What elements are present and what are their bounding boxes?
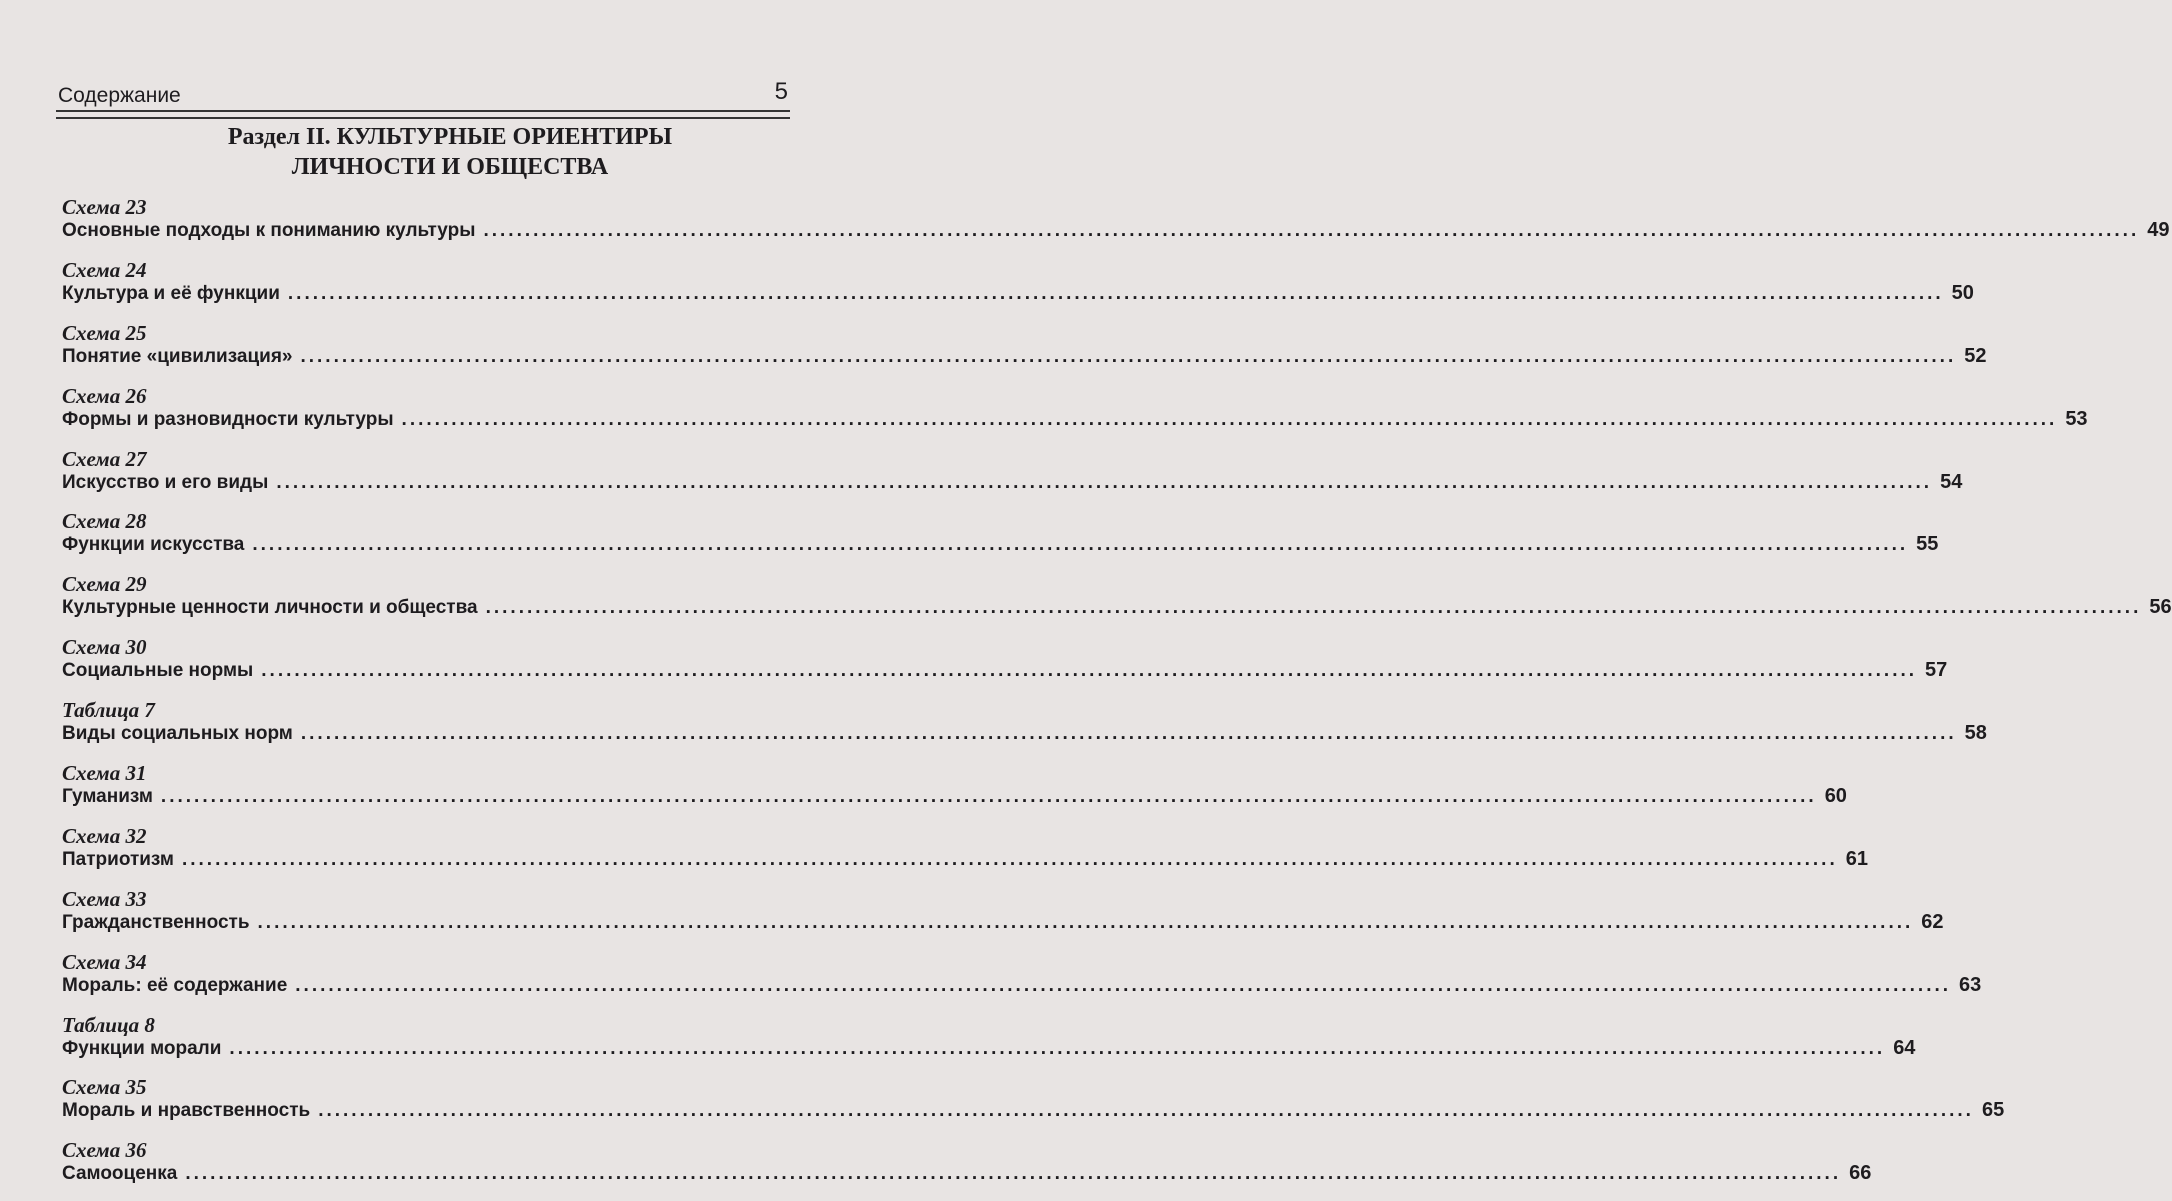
entry-label: Таблица 7 [62, 698, 155, 723]
entry-label: Схема 31 [62, 761, 147, 786]
entry-label: Схема 35 [62, 1075, 147, 1100]
header-title: Содержание [58, 84, 181, 107]
entry-page: 53 [2065, 407, 2088, 430]
toc-entry [62, 823, 1868, 887]
header-rule [56, 110, 790, 119]
entry-title: Патриотизм [62, 848, 174, 870]
entry-page: 64 [1893, 1036, 1916, 1059]
leader-dots: ........................................................................................................................................................................................................ [160, 786, 1817, 808]
entry-title: Функции искусства [62, 534, 245, 556]
toc-entry [62, 195, 2170, 258]
entry-label: Схема 32 [62, 823, 147, 848]
entry-title: Основные подходы к пониманию культуры [62, 220, 476, 241]
entry-title: Функции морали [62, 1037, 222, 1059]
entry-row [62, 344, 1987, 368]
entry-title: Формы и разновидности культуры [62, 408, 394, 430]
toc-entry [62, 698, 1987, 761]
entry-label: Схема 25 [62, 320, 147, 345]
entry-row [62, 659, 1948, 682]
entry-page: 66 [1849, 1162, 1872, 1185]
entry-page: 54 [1940, 470, 1963, 493]
leader-dots: ........................................................................................................................................................................................................ [257, 911, 1914, 933]
toc-entry [62, 572, 2172, 635]
entry-page: 61 [1845, 847, 1868, 870]
entry-row [62, 533, 1939, 556]
running-header [58, 78, 788, 108]
entry-title: Культура и её функции [62, 282, 280, 304]
entry-page: 65 [1981, 1099, 2005, 1122]
toc-entry [62, 257, 1974, 321]
toc-list [62, 195, 2172, 1201]
leader-dots: ........................................................................................................................................................................................................ [300, 345, 1957, 367]
entry-page: 55 [1916, 533, 1939, 556]
entry-row [62, 910, 1944, 934]
leader-dots: ........................................................................................................................................................................................................ [229, 1037, 1886, 1059]
toc-entry [62, 635, 1948, 698]
leader-dots: ........................................................................................................................................................................................................ [181, 848, 1838, 870]
entry-label: Таблица 8 [62, 1012, 155, 1037]
leader-dots: ........................................................................................................................................................................................................ [185, 1163, 1842, 1185]
entry-title: Гуманизм [62, 786, 153, 808]
entry-label: Схема 26 [62, 383, 147, 408]
entry-row [62, 219, 2170, 242]
toc-entry [62, 886, 1944, 950]
entry-page: 49 [2147, 219, 2170, 241]
leader-dots: ........................................................................................................................................................................................................ [485, 597, 2142, 619]
entry-title: Виды социальных норм [62, 723, 293, 745]
entry-row [62, 722, 1987, 745]
entry-label: Схема 36 [62, 1138, 147, 1163]
entry-row [62, 1036, 1916, 1060]
leader-dots: ........................................................................................................................................................................................................ [483, 220, 2140, 241]
leader-dots: ........................................................................................................................................................................................................ [261, 660, 1918, 682]
entry-row [62, 847, 1868, 871]
entry-label: Схема 29 [62, 572, 147, 597]
entry-title: Искусство и его виды [62, 471, 269, 493]
entry-row [62, 407, 2088, 431]
entry-label: Схема 33 [62, 886, 147, 911]
toc-entry [62, 383, 2088, 447]
entry-row [62, 785, 1847, 808]
toc-entry [62, 1138, 1872, 1201]
entry-page: 58 [1964, 722, 1987, 745]
entry-title: Мораль: её содержание [62, 974, 288, 996]
section-heading [0, 122, 900, 182]
entry-page: 52 [1964, 344, 1987, 367]
section-heading-line1: Раздел II. КУЛЬТУРНЫЕ ОРИЕНТИРЫ [227, 124, 673, 150]
entry-title: Понятие «цивилизация» [62, 345, 293, 367]
entry-row [62, 596, 2172, 619]
leader-dots: ........................................................................................................................................................................................................ [295, 974, 1952, 996]
entry-title: Гражданственность [62, 911, 250, 933]
entry-title: Мораль и нравственность [62, 1100, 311, 1122]
leader-dots: ........................................................................................................................................................................................................ [318, 1100, 1974, 1122]
entry-page: 57 [1925, 659, 1948, 682]
toc-entry [62, 949, 1982, 1013]
leader-dots: ........................................................................................................................................................................................................ [252, 534, 1909, 556]
entry-title: Социальные нормы [62, 660, 254, 682]
toc-entry [62, 1012, 1916, 1076]
entry-row [62, 281, 1974, 305]
entry-page: 60 [1824, 785, 1847, 808]
entry-page: 50 [1951, 281, 1974, 304]
entry-row [62, 973, 1982, 997]
entry-row [62, 470, 1963, 494]
leader-dots: ........................................................................................................................................................................................................ [300, 723, 1957, 745]
toc-entry [62, 761, 1847, 824]
entry-title: Культурные ценности личности и общества [62, 597, 478, 619]
leader-dots: ........................................................................................................................................................................................................ [287, 282, 1944, 304]
section-heading-line2: ЛИЧНОСТИ И ОБЩЕСТВА [291, 154, 609, 180]
entry-row [62, 1162, 1872, 1185]
entry-label: Схема 23 [62, 195, 147, 219]
toc-entry [62, 446, 1963, 510]
entry-page: 63 [1959, 973, 1982, 996]
entry-page: 62 [1921, 910, 1944, 933]
leader-dots: ........................................................................................................................................................................................................ [401, 408, 2058, 430]
page-number: 5 [774, 78, 788, 105]
entry-label: Схема 24 [62, 257, 147, 282]
entry-label: Схема 30 [62, 635, 147, 660]
entry-label: Схема 27 [62, 446, 147, 471]
entry-row [62, 1099, 2005, 1122]
entry-label: Схема 28 [62, 509, 147, 534]
toc-entry [62, 1075, 2005, 1138]
leader-dots: ........................................................................................................................................................................................................ [276, 471, 1933, 493]
toc-entry [62, 320, 1987, 384]
entry-label: Схема 34 [62, 949, 147, 974]
entry-page: 56 [2149, 596, 2172, 619]
toc-entry [62, 509, 1939, 572]
entry-title: Самооценка [62, 1163, 178, 1185]
